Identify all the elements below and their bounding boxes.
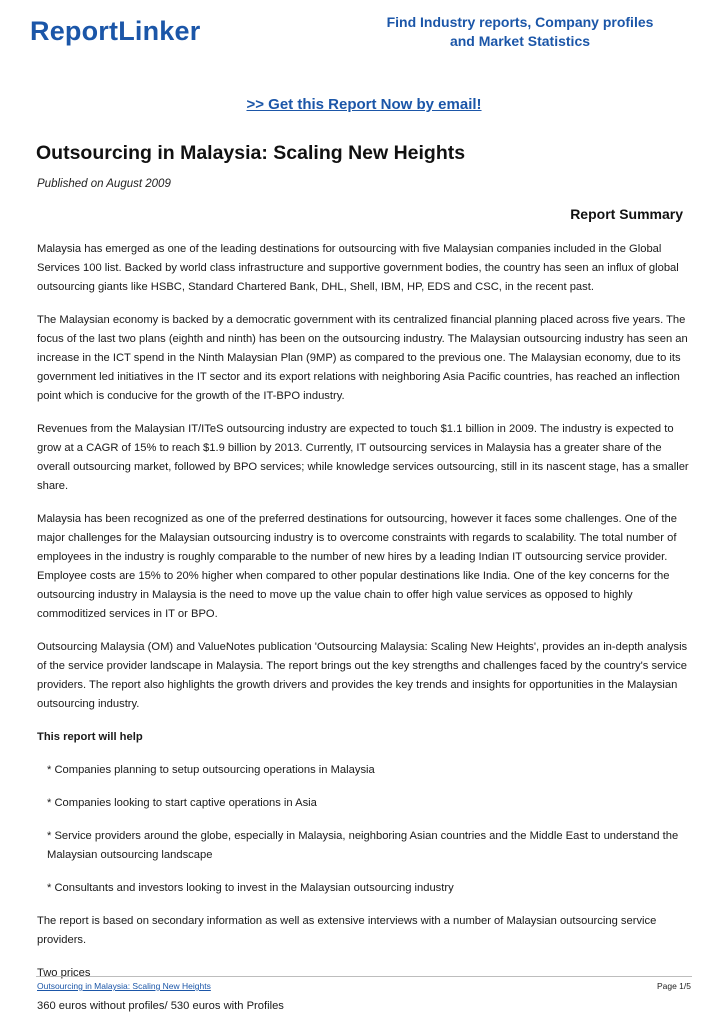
paragraph-3: Revenues from the Malaysian IT/ITeS outsourcing industry are expected to touch $1.1 billion in 2009. The industry is expected to grow at a CAGR of 15% to reach $1.9 billion by 2013. Currently, IT outsourcing services in Malaysia has a greater share of the overall outsourcing market, followed by BPO services; while knowledge services outsourcing, still in its nascent stage, has a smaller share. bbox=[37, 423, 689, 492]
header-tagline bbox=[370, 13, 670, 51]
bullet-item: * Consultants and investors looking to invest in the Malaysian outsourcing industry bbox=[47, 882, 454, 894]
bullet-item: * Companies planning to setup outsourcing operations in Malaysia bbox=[47, 764, 375, 776]
paragraph-5: Outsourcing Malaysia (OM) and ValueNotes publication 'Outsourcing Malaysia: Scaling New Heights', provides an in-depth analysis of the service provider landscape in Malaysia. The report brings out the key strengths and challenges faced by the country's service providers. The report also highlights the growth drivers and provides the key trends and insights for opportunities in the Malaysian outsourcing industry. bbox=[37, 641, 688, 710]
paragraph-4: Malaysia has been recognized as one of the preferred destinations for outsourcing, however it faces some challenges. One of the major challenges for the Malaysian outsourcing industry is to overcome constraints with regards to scalability. The total number of employees in the industry is roughly comparable to the number of new hires by a leading Indian IT outsourcing service provider. Employee costs are 15% to 20% higher when compared to other popular destinations like India. One of the key concerns for the outsourcing industry in Malaysia is the need to move up the value chain to offer high value services as opposed to highly commoditized services in IT or BPO. bbox=[37, 513, 677, 620]
footer-report-link[interactable]: Outsourcing in Malaysia: Scaling New Heights bbox=[37, 981, 211, 991]
page-number: Page 1/5 bbox=[656, 981, 691, 991]
report-summary-heading: Report Summary bbox=[570, 206, 683, 222]
prices-text: 360 euros without profiles/ 530 euros with Profiles bbox=[37, 1000, 284, 1012]
footer-divider bbox=[36, 976, 692, 977]
reportlinker-logo[interactable]: ReportLinker bbox=[30, 16, 201, 46]
paragraph-1: Malaysia has emerged as one of the leading destinations for outsourcing with five Malaysian companies included in the Global Services 100 list. Backed by world class infrastructure and supportive government bodies, the country has seen an influx of global outsourcing giants like HSBC, Standard Chartered Bank, DHL, Shell, IBM, HP, EDS and CSC, in the recent past. bbox=[37, 243, 679, 293]
paragraph-2: The Malaysian economy is backed by a democratic government with its centralized financial planning placed across five years. The focus of the last two plans (eighth and ninth) has been on the outsourcing industry. The Malaysian outsourcing industry has seen an increase in the ICT spend in the Ninth Malaysian Plan (9MP) as compared to the previous one. The Malaysian economy, due to its government led initiatives in the IT sector and its export relations with neighboring Asia Pacific countries, has reached an inflection point which is conducive for the growth of the IT-BPO industry. bbox=[37, 314, 688, 402]
published-date: Published on August 2009 bbox=[37, 178, 171, 190]
bullet-item: * Companies looking to start captive operations in Asia bbox=[47, 797, 317, 809]
closing-paragraph: The report is based on secondary information as well as extensive interviews with a number of Malaysian outsourcing service providers. bbox=[37, 915, 657, 946]
get-report-email-link[interactable]: >> Get this Report Now by email! bbox=[246, 96, 482, 113]
help-heading: This report will help bbox=[37, 731, 143, 743]
help-bullet-list bbox=[37, 761, 697, 898]
tagline-line-1: Find Industry reports, Company profiles bbox=[386, 14, 654, 30]
prices-label: Two prices bbox=[37, 967, 91, 979]
cta-container bbox=[0, 96, 728, 114]
tagline-line-2: and Market Statistics bbox=[449, 33, 591, 49]
report-title: Outsourcing in Malaysia: Scaling New Heights bbox=[36, 142, 466, 164]
bullet-item: * Service providers around the globe, especially in Malaysia, neighboring Asian countries and the Middle East to understand the Malaysian outsourcing landscape bbox=[47, 830, 679, 861]
report-body bbox=[37, 240, 697, 1030]
